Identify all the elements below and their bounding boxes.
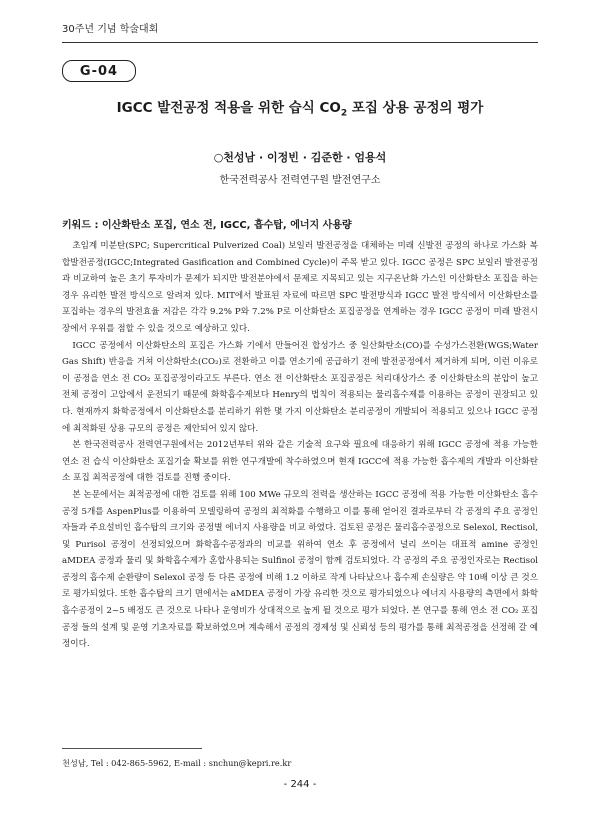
paragraph-1: 초임계 미분탄(SPC; Supercritical Pulverized Coal) 보일러 발전공정을 대체하는 미래 신발전 공정의 하나로 가스화 복합발전공정(IGCC;Integrated Gasification and Combined Cycle)이 주목 받고 있다. IGCC 공정은 SPC 보일러 발전공정과 비교하여 높은 초기 투자비가 문제가 되지만 발전분야에서 문제로 지목되고 있는 지구온난화 가스인 이산화탄소 포집을 하는 경우 유리한 발전 방식으로 알려져 있다. MIT에서 발표된 자료에 따르면 SPC 발전방식과 IGCC 발전 방식에서 이산화탄소를 포집하는 경우의 발전효율 저감은 각각 9.2% P와 7.2% P로 이산화탄소 포집공정을 연계하는 경우 IGCC 공정이 미래 발전시장에서 우위를 점할 수 있을 것으로 예상하고 있다. [62, 241, 538, 334]
title-end: 포집 상용 공정의 평가 [347, 100, 484, 116]
affiliation: 한국전력공사 전력연구원 발전연구소 [219, 175, 381, 186]
title-main: IGCC 발전공정 적용을 위한 습식 CO [116, 100, 341, 116]
author-list: ○천성남 · 이정빈 · 김준한 · 엄용석 [213, 151, 387, 164]
paragraph-4: 본 논문에서는 최적공정에 대한 검토를 위해 100 MWe 규모의 전력을 생산하는 IGCC 공정에 적용 가능한 이산화탄소 흡수 공정 5개를 AspenPlus를 이용하여 모델링하여 공정의 최적화를 수행하고 이를 통해 얻어진 결과로부터 각 공정의 주요 공정인자들과 주요설비인 흡수탑의 크기와 공정별 에너지 사용량을 비교 하였다. 검토된 공정은 물리흡수공정으로 Selexol, Rectisol, 및 Purisol 공정이 선정되었으며 화학흡수공정과의 비교를 위하여 연소 후 공정에서 널리 쓰이는 대표적 amine 공정인 aMDEA 공정과 물리 및 화학흡수제가 혼합사용되는 Sulfinol 공정이 함께 검토되었다. 각 공정의 주요 공정인자로는 Rectisol 공정의 흡수제 순환량이 Selexol 공정 등 다른 공정에 비해 1.2 이하로 작게 나타났으나 흡수제 손실량은 약 10배 이상 큰 것으로 평가되었다. 또한 흡수탑의 크기 면에서는 aMDEA 공정이 가장 유리한 것으로 평가되었으나 에너지 사용량의 측면에서 화학흡수공정이 2~5 배정도 큰 것으로 나타나 운영비가 상대적으로 높게 될 것으로 평가 되었다. 본 연구를 통해 연소 전 CO₂ 포집공정 들의 설계 및 운영 기초자료를 확보하였으며 계속해서 공정의 경제성 및 신뢰성 등의 평가를 통해 최적공정을 선정해 갈 예정이다. [62, 489, 538, 650]
paragraph-3: 본 한국전력공사 전력연구원에서는 2012년부터 위와 같은 기술적 요구와 필요에 대응하기 위해 IGCC 공정에 적용 가능한 연소 전 습식 이산화탄소 포집기술 확보를 위한 연구개발에 착수하였으며 현재 IGCC에 적용 가능한 흡수제의 개발과 이산화탄소 포집 최적공정에 대한 검토를 진행 중이다. [62, 440, 538, 484]
paper-title [40, 96, 560, 119]
page-number: - 244 - [283, 779, 317, 790]
abstract-body [62, 238, 538, 653]
keywords: 키워드 : 이산화탄소 포집, 연소 전, IGCC, 흡수탑, 에너지 사용량 [62, 220, 352, 231]
paragraph-2: IGCC 공정에서 이산화탄소의 포집은 가스화 기에서 만들어진 합성가스 중 일산화탄소(CO)를 수성가스전환(WGS;Water Gas Shift) 반응을 거쳐 이산화탄소(CO₂)로 전환하고 이를 연소기에 공급하기 전에 발전공정에서 제거하게 되며, 이런 이유로 이 공정을 연소 전 CO₂ 포집공정이라고도 부른다. 연소 전 이산화탄소 포집공정은 처리대상가스 중 이산화탄소의 분압이 높고 전체 공정이 고압에서 운전되기 때문에 화학흡수제보다 Henry의 법칙이 적용되는 물리흡수제를 이용하는 공정이 권장되고 있다. 현재까지 화학공정에서 이산화탄소를 분리하기 위한 몇 가지 이산화탄소 분리공정이 개발되어 적용되고 있으나 IGCC 공정에 최적화된 상용 규모의 공정은 제안되어 있지 않다. [62, 340, 538, 434]
footnote-rule [62, 748, 202, 749]
running-header: 30주년 기념 학술대회 [62, 24, 159, 35]
footnote: 천성남, Tel : 042-865-5962, E-mail : snchun@kepri.re.kr [62, 758, 292, 768]
paper-code-badge: G-04 [62, 60, 136, 82]
header-rule [62, 42, 538, 43]
title-subscript: 2 [340, 108, 348, 119]
